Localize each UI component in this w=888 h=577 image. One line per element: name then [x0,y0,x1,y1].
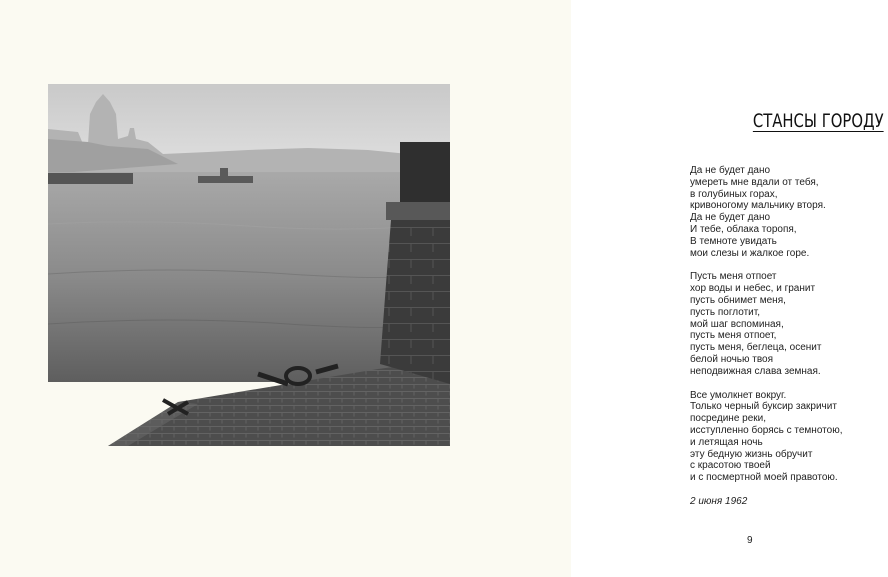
poem-line: эту бедную жизнь обручит [690,448,813,460]
poem-line: Пусть меня отпоет [690,271,777,283]
poem-date: 2 июня 1962 [690,495,748,507]
stanza-1 [690,165,886,259]
poem-line: мои слезы и жалкое горе. [690,247,810,259]
poem-line: исступленно борясь с темнотою, [690,424,843,436]
right-page [571,0,888,577]
poem-line: и с посмертной моей правотою. [690,472,838,484]
poem-line: с красотою твоей [690,460,771,472]
poem-line: Все умолкнет вокруг. [690,389,787,401]
poem-line: пусть меня, беглеца, осенит [690,342,822,354]
poem-line: Да не будет дано [690,165,771,176]
poem-line: И тебе, облака торопя, [690,223,797,235]
stanza-3 [690,390,886,484]
poem-line: хор воды и небес, и гранит [690,283,816,295]
poem-line: неподвижная слава земная. [690,365,821,377]
poem-line: и летящая ночь [690,436,763,448]
stanza-2 [690,271,886,377]
poem-line: В темноте увидать [690,235,777,247]
poem-line: пусть обнимет меня, [690,294,786,306]
river-embankment-photo [48,84,450,446]
poem-line: умереть мне вдали от тебя, [690,176,819,188]
poem-body [690,165,886,508]
poem-line: белой ночью твоя [690,353,774,365]
poem-line: Да не будет дано [690,212,771,224]
poem-title: СТАНСЫ ГОРОДУ [753,110,884,132]
poem-line: мой шаг вспоминая, [690,318,784,330]
page-number: 9 [747,535,753,546]
poem-line: посредине реки, [690,413,767,425]
poem-line: пусть меня отпоет, [690,330,777,342]
poem-line: в голубиных горах, [690,188,778,200]
poem-line: кривоногому мальчику вторя. [690,200,826,212]
poem-line: пусть поглотит, [690,306,760,318]
poem-line: Только черный буксир закричит [690,401,837,413]
